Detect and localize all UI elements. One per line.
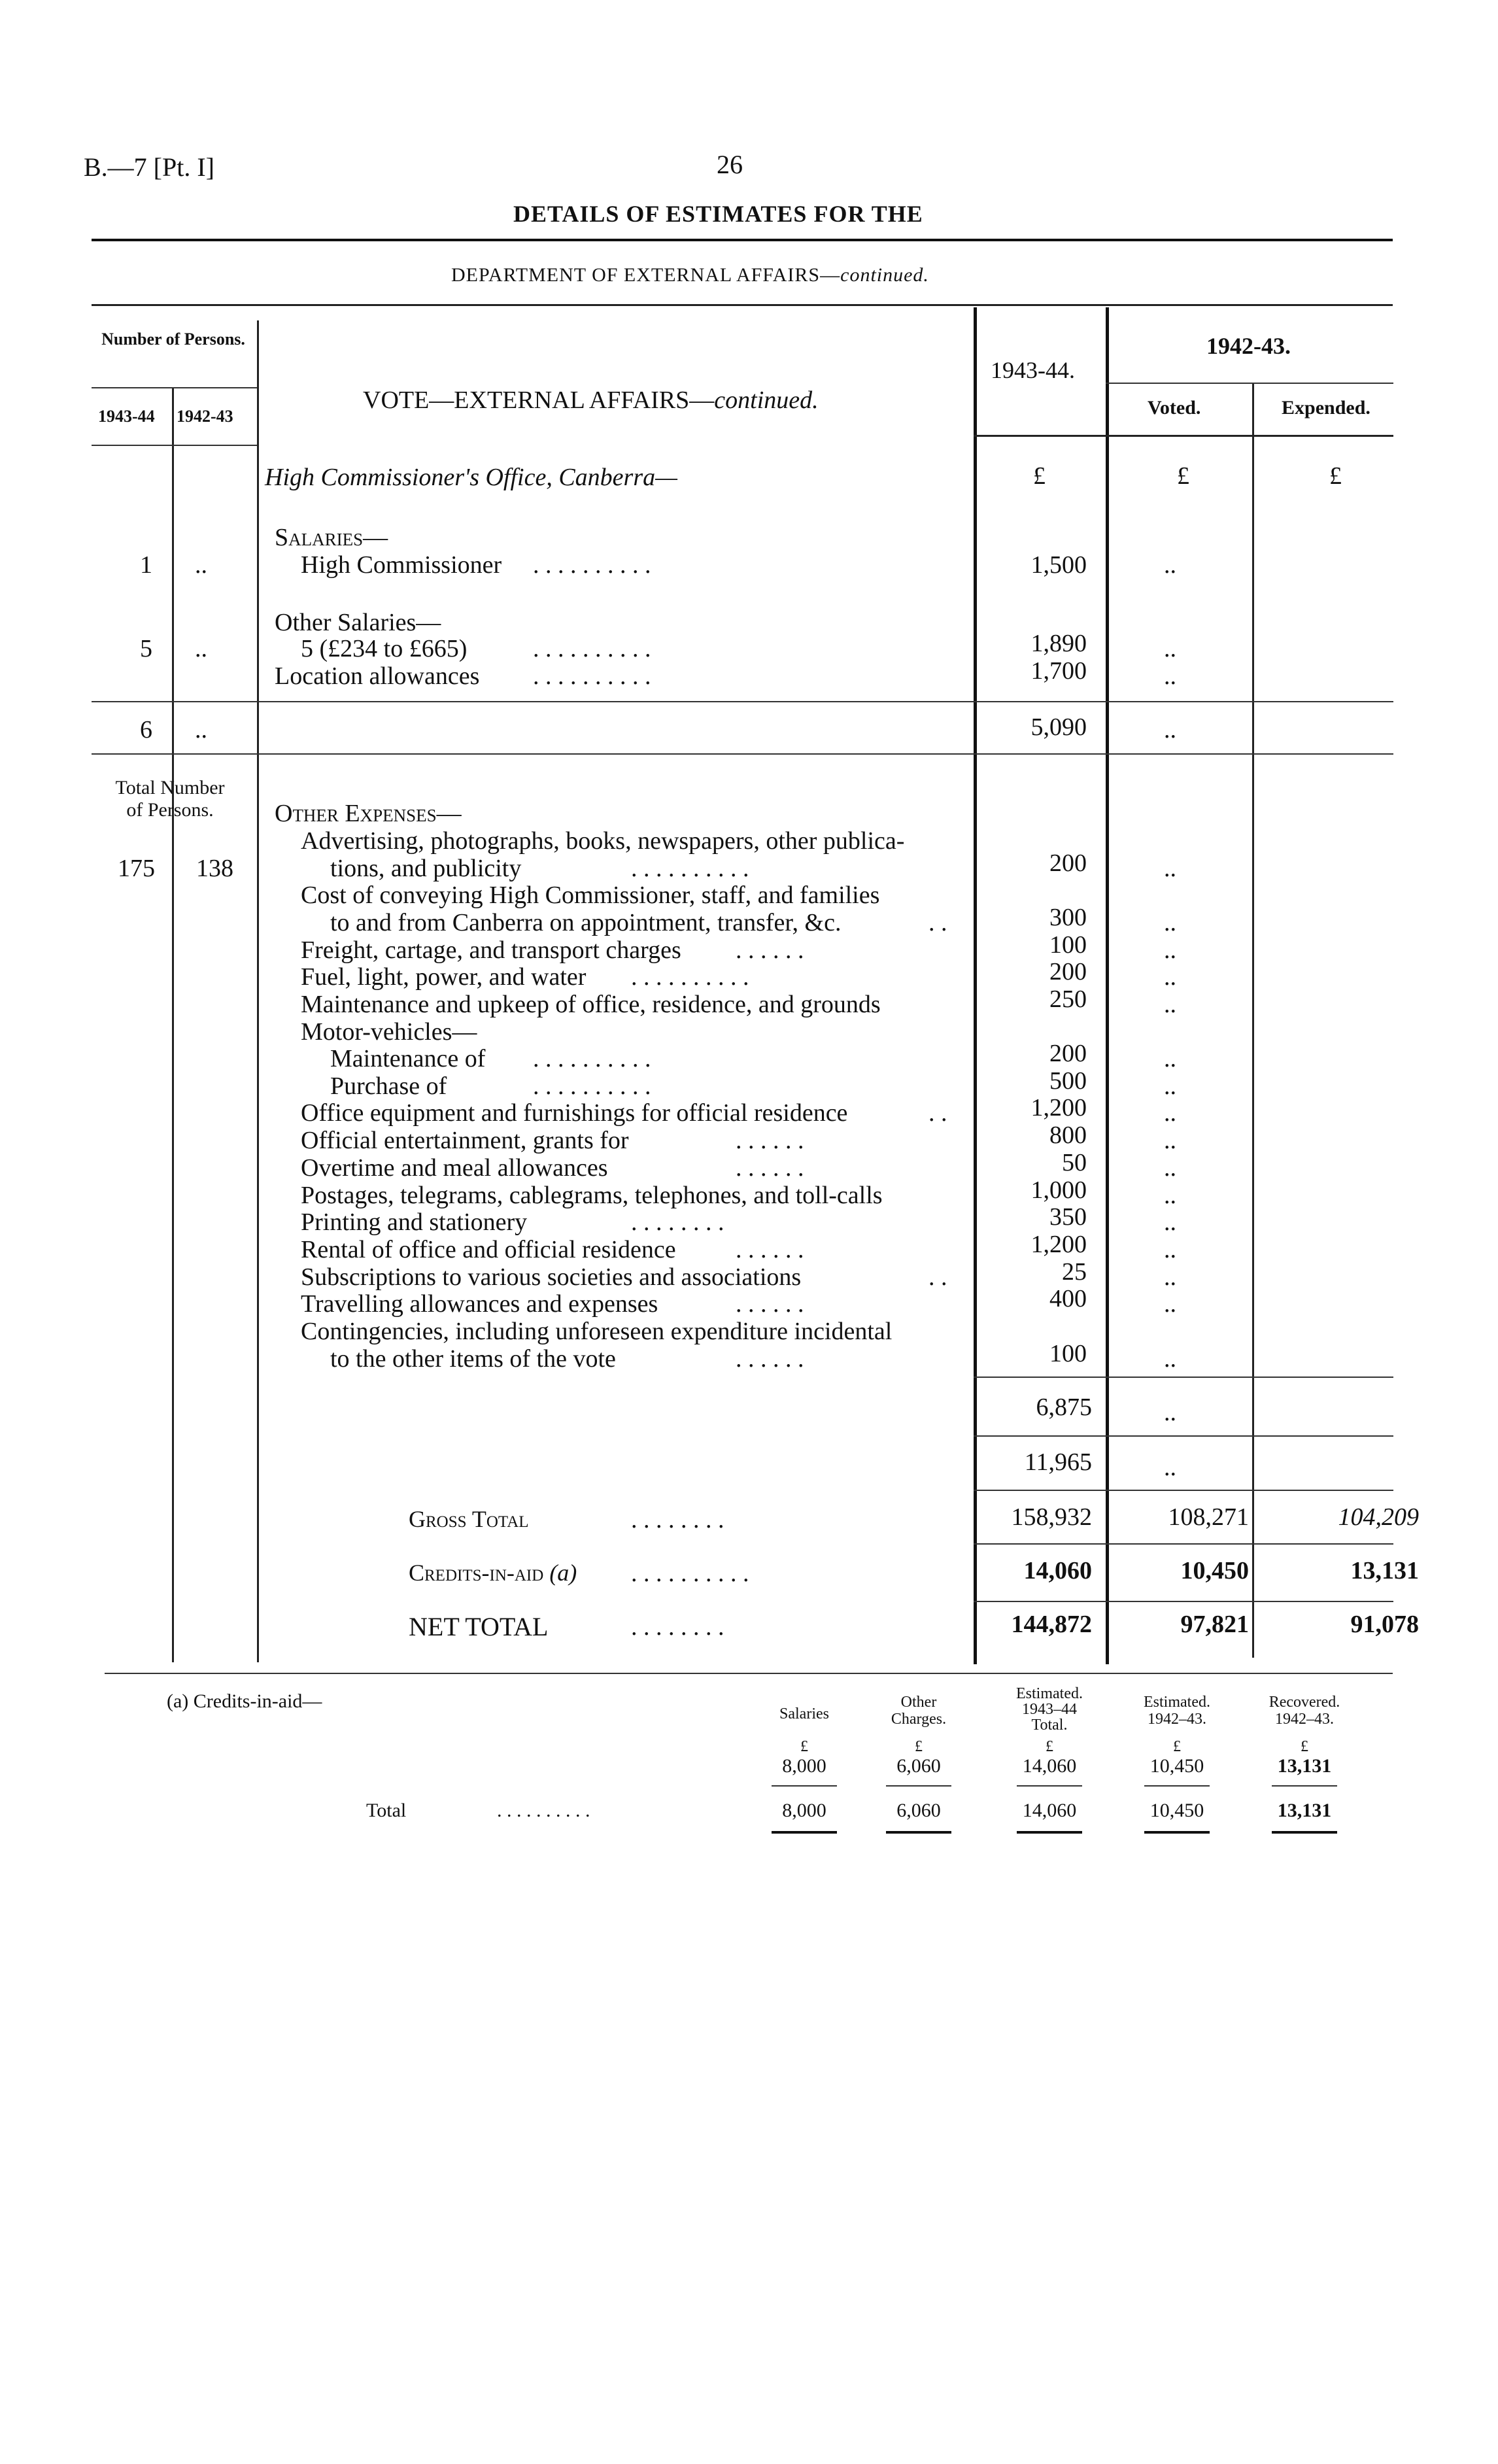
exp-motor-maint-label: Maintenance of bbox=[330, 1045, 486, 1072]
other-persons-1942: .. bbox=[195, 635, 207, 662]
exp-maintenance-amount: 250 bbox=[1049, 985, 1087, 1013]
salaries-total-amount: 5,090 bbox=[1030, 713, 1087, 741]
col-1943-header: 1943-44 bbox=[98, 407, 155, 426]
pound-expended: £ bbox=[1329, 462, 1342, 490]
col-rule-persons-right bbox=[257, 320, 259, 1662]
location-voted: .. bbox=[1164, 662, 1176, 690]
department-subtitle bbox=[451, 264, 929, 286]
footnote-total-leader: . . . . . . . . . . bbox=[497, 1800, 590, 1821]
footnote-total-other: 6,060 bbox=[896, 1800, 941, 1821]
exp-fuel-voted: .. bbox=[1164, 963, 1176, 991]
exp-printing-label: Printing and stationery bbox=[301, 1208, 528, 1236]
location-amount: 1,700 bbox=[1030, 657, 1087, 685]
footnote-label: (a) Credits-in-aid— bbox=[167, 1690, 322, 1712]
net-total-label: NET TOTAL bbox=[409, 1612, 549, 1641]
hc-leader: . . . . . . . . . . bbox=[533, 551, 651, 579]
gross-total-1943: 158,932 bbox=[1011, 1503, 1092, 1531]
department-continued: continued. bbox=[840, 264, 929, 286]
total-persons-label-line1: Total Number bbox=[115, 777, 225, 798]
exp-rental-amount: 1,200 bbox=[1030, 1231, 1087, 1258]
exp-freight-label: Freight, cartage, and transport charges bbox=[301, 936, 681, 964]
exp-entertainment-label: Official entertainment, grants for bbox=[301, 1127, 629, 1154]
head-bottom-rule bbox=[974, 435, 1393, 437]
exp-office-equipment-voted: .. bbox=[1164, 1099, 1176, 1127]
salaries-heading: Salaries— bbox=[275, 524, 388, 551]
credits-in-aid-label bbox=[409, 1559, 577, 1586]
exp-motor-purchase-label: Purchase of bbox=[330, 1072, 447, 1100]
exp-freight-amount: 100 bbox=[1049, 931, 1087, 959]
location-leader: . . . . . . . . . . bbox=[533, 662, 651, 690]
exp-rental-leader: . . . . . . bbox=[736, 1236, 804, 1263]
exp-contingencies-line2: to the other items of the vote bbox=[330, 1345, 616, 1373]
department-name: DEPARTMENT OF EXTERNAL AFFAIRS— bbox=[451, 264, 841, 286]
exp-conveying-leader: . . bbox=[928, 909, 947, 936]
exp-maintenance-voted: .. bbox=[1164, 991, 1176, 1018]
footnote-total-label: Total bbox=[366, 1800, 407, 1821]
gross-total-voted: 108,271 bbox=[1168, 1503, 1249, 1531]
exp-overtime-voted: .. bbox=[1164, 1154, 1176, 1182]
exp-travelling-label: Travelling allowances and expenses bbox=[301, 1290, 658, 1318]
expenses-total: 11,965 bbox=[1024, 1448, 1092, 1476]
exp-postages-voted: .. bbox=[1164, 1182, 1176, 1209]
exp-entertainment-amount: 800 bbox=[1049, 1121, 1087, 1149]
expended-header: Expended. bbox=[1282, 397, 1370, 419]
exp-postages-amount: 1,000 bbox=[1030, 1176, 1087, 1204]
exp-advertising-line1: Advertising, photographs, books, newspapers, other publica- bbox=[301, 827, 905, 855]
col-rule-voted bbox=[1106, 307, 1109, 1664]
footnote-rule-1 bbox=[772, 1785, 837, 1787]
exp-contingencies-line1: Contingencies, including unforeseen expenditure incidental bbox=[301, 1318, 893, 1345]
exp-motor-purchase-leader: . . . . . . . . . . bbox=[533, 1072, 651, 1100]
exp-conveying-voted: .. bbox=[1164, 909, 1176, 936]
location-label: Location allowances bbox=[275, 662, 480, 690]
year-split-rule bbox=[1106, 383, 1393, 384]
exp-subscriptions-amount: 25 bbox=[1062, 1258, 1087, 1286]
exp-motor-maint-amount: 200 bbox=[1049, 1040, 1087, 1067]
year-1943-header: 1943-44. bbox=[991, 357, 1075, 383]
credits-label-text: Credits-in-aid bbox=[409, 1560, 544, 1586]
exp-freight-voted: .. bbox=[1164, 936, 1176, 964]
other-salaries-heading: Other Salaries— bbox=[275, 609, 441, 636]
exp-printing-leader: . . . . . . . . bbox=[631, 1208, 724, 1236]
exp-office-equipment-amount: 1,200 bbox=[1030, 1094, 1087, 1121]
credits-leader: . . . . . . . . . . bbox=[631, 1560, 749, 1587]
footnote-pound-est-1942: £ bbox=[1173, 1738, 1181, 1755]
page-title: DETAILS OF ESTIMATES FOR THE bbox=[513, 201, 923, 227]
total-persons-1942: 138 bbox=[196, 855, 233, 882]
total-persons-1943: 175 bbox=[118, 855, 155, 882]
exp-advertising-voted: .. bbox=[1164, 855, 1176, 882]
total-persons-label-line2: of Persons. bbox=[126, 799, 214, 821]
credits-expended: 13,131 bbox=[1350, 1557, 1419, 1584]
footnote-pound-est-1943: £ bbox=[1046, 1738, 1053, 1755]
page-number: 26 bbox=[717, 150, 743, 179]
exp-fuel-leader: . . . . . . . . . . bbox=[631, 963, 749, 991]
footnote-col-other: Other Charges. bbox=[891, 1694, 947, 1728]
subtitle-rule bbox=[92, 304, 1393, 306]
vote-title bbox=[363, 386, 819, 415]
footnote-col-est-1942: Estimated. 1942–43. bbox=[1144, 1694, 1210, 1728]
exp-entertainment-leader: . . . . . . bbox=[736, 1127, 804, 1154]
exp-office-equipment-label: Office equipment and furnishings for official residence bbox=[301, 1099, 848, 1127]
pound-voted: £ bbox=[1177, 462, 1189, 490]
net-rule bbox=[974, 1601, 1393, 1602]
other-salaries-voted: .. bbox=[1164, 635, 1176, 662]
hc-persons-1942: .. bbox=[195, 551, 207, 579]
expenses-subtotal-voted: .. bbox=[1164, 1399, 1176, 1426]
exp-contingencies-voted: .. bbox=[1164, 1345, 1176, 1373]
footnote-row-salaries: 8,000 bbox=[782, 1755, 826, 1777]
exp-travelling-leader: . . . . . . bbox=[736, 1290, 804, 1318]
exp-advertising-leader: . . . . . . . . . . bbox=[631, 855, 749, 882]
exp-advertising-amount: 200 bbox=[1049, 849, 1087, 877]
exp-postages-label: Postages, telegrams, cablegrams, telephones, and toll-calls bbox=[301, 1182, 883, 1209]
footnote-row-recovered: 13,131 bbox=[1277, 1755, 1332, 1777]
footnote-rule-2 bbox=[886, 1785, 951, 1787]
exp-conveying-line1: Cost of conveying High Commissioner, staff, and families bbox=[301, 881, 880, 909]
exp-rental-voted: .. bbox=[1164, 1236, 1176, 1263]
col-rule-expended bbox=[1252, 383, 1254, 1658]
credits-1943: 14,060 bbox=[1023, 1557, 1092, 1584]
exp-motor-heading: Motor-vehicles— bbox=[301, 1018, 477, 1046]
vote-title-text: VOTE—EXTERNAL AFFAIRS— bbox=[363, 386, 715, 414]
title-rule bbox=[92, 239, 1393, 241]
expenses-subtotal: 6,875 bbox=[1036, 1394, 1092, 1421]
net-total-voted: 97,821 bbox=[1180, 1611, 1249, 1638]
exp-printing-amount: 350 bbox=[1049, 1203, 1087, 1231]
salaries-total-voted: .. bbox=[1164, 716, 1176, 744]
exp-travelling-voted: .. bbox=[1164, 1290, 1176, 1318]
grand-total-rule bbox=[974, 1490, 1393, 1491]
col-1942-header: 1942-43 bbox=[177, 407, 233, 426]
exp-travelling-amount: 400 bbox=[1049, 1285, 1087, 1312]
footnote-row-other: 6,060 bbox=[896, 1755, 941, 1777]
footnote-col-recovered: Recovered. 1942–43. bbox=[1268, 1694, 1340, 1728]
exp-overtime-amount: 50 bbox=[1062, 1149, 1087, 1176]
footnote-row-est-1942: 10,450 bbox=[1149, 1755, 1204, 1777]
exp-fuel-label: Fuel, light, power, and water bbox=[301, 963, 587, 991]
hc-label: High Commissioner bbox=[301, 551, 502, 579]
persons-sub-rule bbox=[92, 445, 257, 446]
credits-voted: 10,450 bbox=[1180, 1557, 1249, 1584]
expenses-total-voted: .. bbox=[1164, 1454, 1176, 1481]
footnote-pound-salaries: £ bbox=[800, 1738, 808, 1755]
salaries-total-rule bbox=[92, 701, 1393, 702]
number-of-persons-header: Number of Persons. bbox=[101, 330, 245, 349]
exp-motor-purchase-voted: .. bbox=[1164, 1072, 1176, 1100]
footnote-pound-recovered: £ bbox=[1301, 1738, 1308, 1755]
other-salaries-amount: 1,890 bbox=[1030, 630, 1087, 657]
footnote-double-rule-3 bbox=[1017, 1831, 1082, 1834]
exp-contingencies-amount: 100 bbox=[1049, 1340, 1087, 1367]
footnote-double-rule-4 bbox=[1144, 1831, 1210, 1834]
footnote-total-est-1943: 14,060 bbox=[1022, 1800, 1077, 1821]
table-bottom-rule bbox=[105, 1673, 1393, 1674]
credits-footnote-ref: (a) bbox=[549, 1560, 577, 1586]
gross-total-expended: 104,209 bbox=[1338, 1503, 1419, 1531]
footnote-pound-other: £ bbox=[915, 1738, 923, 1755]
vote-title-continued: continued. bbox=[714, 386, 819, 414]
other-expenses-heading: Other Expenses— bbox=[275, 800, 462, 827]
expenses-subtotal-rule bbox=[974, 1377, 1393, 1378]
exp-overtime-label: Overtime and meal allowances bbox=[301, 1154, 608, 1182]
footnote-rule-5 bbox=[1272, 1785, 1337, 1787]
footnote-col-salaries: Salaries bbox=[779, 1705, 829, 1722]
other-salaries-leader: . . . . . . . . . . bbox=[533, 635, 651, 662]
footnote-rule-4 bbox=[1144, 1785, 1210, 1787]
hc-voted: .. bbox=[1164, 551, 1176, 579]
exp-maintenance-label: Maintenance and upkeep of office, residence, and grounds bbox=[301, 991, 881, 1018]
exp-printing-voted: .. bbox=[1164, 1208, 1176, 1236]
other-persons-1943: 5 bbox=[140, 635, 152, 662]
voted-header: Voted. bbox=[1148, 397, 1201, 419]
footnote-total-salaries: 8,000 bbox=[782, 1800, 826, 1821]
exp-subscriptions-label: Subscriptions to various societies and associations bbox=[301, 1263, 802, 1291]
exp-conveying-amount: 300 bbox=[1049, 904, 1087, 931]
expenses-total-rule bbox=[974, 1435, 1393, 1437]
exp-overtime-leader: . . . . . . bbox=[736, 1154, 804, 1182]
hc-amount: 1,500 bbox=[1030, 551, 1087, 579]
exp-office-equipment-leader: . . bbox=[928, 1099, 947, 1127]
net-total-expended: 91,078 bbox=[1350, 1611, 1419, 1638]
salaries-total-persons-1943: 6 bbox=[140, 716, 152, 744]
exp-motor-maint-voted: .. bbox=[1164, 1045, 1176, 1072]
exp-subscriptions-voted: .. bbox=[1164, 1263, 1176, 1291]
pound-1943: £ bbox=[1033, 462, 1046, 490]
exp-conveying-line2: to and from Canberra on appointment, transfer, &c. bbox=[330, 909, 842, 936]
exp-fuel-amount: 200 bbox=[1049, 958, 1087, 985]
footnote-row-est-1943: 14,060 bbox=[1022, 1755, 1077, 1777]
credits-rule bbox=[974, 1543, 1393, 1545]
footnote-col-est-1943: Estimated. 1943–44 Total. bbox=[1016, 1685, 1083, 1734]
salaries-total-persons-1942: .. bbox=[195, 716, 207, 744]
year-1942-header: 1942-43. bbox=[1206, 333, 1291, 359]
exp-motor-maint-leader: . . . . . . . . . . bbox=[533, 1045, 651, 1072]
exp-motor-purchase-amount: 500 bbox=[1049, 1067, 1087, 1095]
gross-total-leader: . . . . . . . . bbox=[631, 1506, 724, 1533]
exp-advertising-line2: tions, and publicity bbox=[330, 855, 522, 882]
footnote-double-rule-2 bbox=[886, 1831, 951, 1834]
footnote-total-recovered: 13,131 bbox=[1277, 1800, 1332, 1821]
exp-entertainment-voted: .. bbox=[1164, 1127, 1176, 1154]
hc-persons-1943: 1 bbox=[140, 551, 152, 579]
footnote-double-rule-1 bbox=[772, 1831, 837, 1834]
footnote-double-rule-5 bbox=[1272, 1831, 1337, 1834]
net-total-leader: . . . . . . . . bbox=[631, 1613, 724, 1641]
net-total-1943: 144,872 bbox=[1011, 1611, 1092, 1638]
persons-head-rule bbox=[92, 387, 257, 388]
page-reference: B.—7 [Pt. I] bbox=[84, 152, 214, 182]
footnote-total-est-1942: 10,450 bbox=[1149, 1800, 1204, 1821]
gross-total-label: Gross Total bbox=[409, 1506, 529, 1532]
exp-contingencies-leader: . . . . . . bbox=[736, 1345, 804, 1373]
footnote-rule-3 bbox=[1017, 1785, 1082, 1787]
salaries-total-bottom-rule bbox=[92, 753, 1393, 755]
other-salaries-label: 5 (£234 to £665) bbox=[301, 635, 468, 662]
col-rule-persons-left bbox=[172, 387, 174, 1662]
total-persons-label bbox=[92, 777, 248, 821]
exp-subscriptions-leader: . . bbox=[928, 1263, 947, 1291]
exp-freight-leader: . . . . . . bbox=[736, 936, 804, 964]
section-title: High Commissioner's Office, Canberra— bbox=[265, 464, 677, 491]
exp-rental-label: Rental of office and official residence bbox=[301, 1236, 676, 1263]
